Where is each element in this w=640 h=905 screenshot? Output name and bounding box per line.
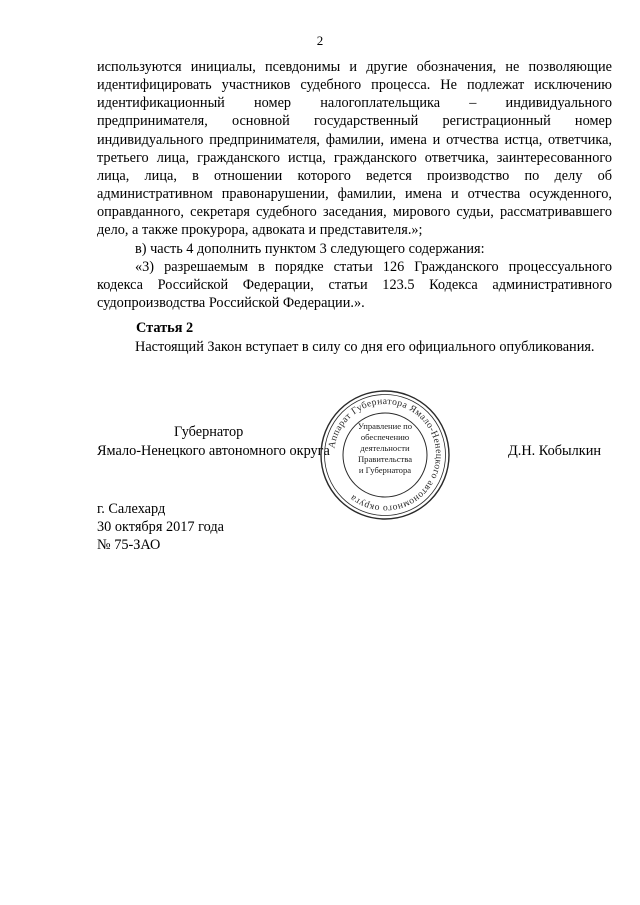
signer-region: Ямало-Ненецкого автономного округа <box>97 443 330 459</box>
place: г. Салехард <box>97 501 166 517</box>
article-2-text <box>97 338 612 356</box>
law-number: № 75-ЗАО <box>97 537 161 554</box>
signer-name: Д.Н. Кобылкин <box>508 443 602 459</box>
article-2-heading: Статья 2 <box>136 320 194 336</box>
seal-line: обеспечению <box>360 432 410 442</box>
seal-line: деятельности <box>360 443 410 453</box>
seal-ring-text: Аппарат Губернатора Ямало-Ненецкого автономного округа <box>326 395 445 515</box>
seal-line: Правительства <box>357 454 413 464</box>
seal-center-text <box>339 421 431 476</box>
date: 30 октября 2017 года <box>97 519 225 536</box>
page-number: 2 <box>316 33 324 48</box>
paragraph-item-3: «3) разрешаемым в порядке статьи 126 Гражданского процессуального кодекса Российской Федерации, статьи 123.5 Кодекса административного судопроизводства Российской Федерации.». <box>97 258 612 312</box>
article-2-paragraph: Настоящий Закон вступает в силу со дня его официального опубликования. <box>135 339 595 355</box>
seal-line: и Губернатора <box>358 465 412 475</box>
place-and-date <box>97 500 224 554</box>
document-body <box>97 58 612 312</box>
seal-line: Управление по <box>357 421 413 431</box>
signer-title: Губернатор <box>174 424 244 440</box>
paragraph-continuation: используются инициалы, псевдонимы и другие обозначения, не позволяющие идентифицировать участников судебного процесса. Не подлежат исключению идентификационный номер налогоплательщика – индивидуального предпринимателя, основной государственный регистрационный номер индивидуального предпринимателя, фамилии, имена и отчества истца, ответчика, третьего лица, гражданского истца, гражданского ответчика, заинтересованного лица, лица, в отношении которого ведется производство по делу об административном правонарушении, фамилии, имена и отчества осужденного, оправданного, секретаря судебного заседания, мирового судьи, рассматривавшего дело, а также прокурора, адвоката и представителя.»; <box>97 59 612 239</box>
paragraph-amendment-v: в) часть 4 дополнить пунктом 3 следующего содержания: <box>135 240 485 257</box>
